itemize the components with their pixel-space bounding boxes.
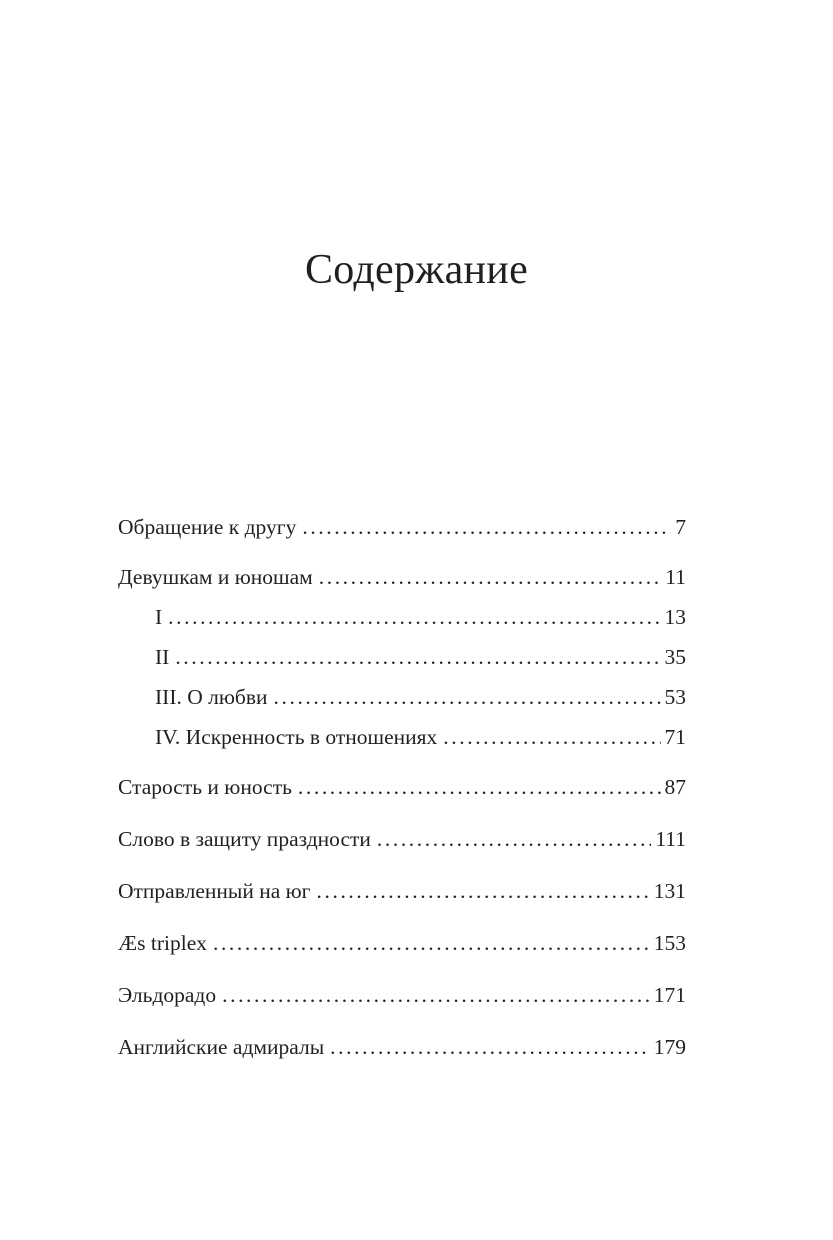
toc-entry[interactable] [118, 980, 686, 1010]
toc-entry[interactable] [118, 562, 686, 592]
toc-entry-page: 131 [653, 879, 686, 903]
toc-entry-label: Девушкам и юношам [118, 565, 313, 589]
toc-entry-page: 7 [675, 515, 686, 539]
toc-entry-page: 11 [665, 565, 686, 589]
toc-entry-page: 35 [664, 645, 686, 669]
toc-leader-dots [175, 642, 660, 672]
toc-entry-label: Отправленный на юг [118, 879, 311, 903]
toc-entry-label: Эльдорадо [118, 983, 217, 1007]
toc-entry[interactable] [118, 824, 686, 854]
toc-leader-dots [302, 512, 671, 542]
toc-entry-label: IV. Искренность в отношениях [155, 725, 438, 749]
toc-leader-dots [443, 722, 660, 752]
toc-entry-label: Слово в защиту праздности [118, 827, 371, 851]
toc-entry-label: Æs triplex [118, 931, 207, 955]
toc-entry-label: II [155, 645, 170, 669]
toc-entry-page: 87 [664, 775, 686, 799]
page-title: Содержание [304, 247, 529, 293]
toc-entry-page: 71 [664, 725, 686, 749]
toc-leader-dots [222, 980, 650, 1010]
toc-leader-dots [213, 928, 650, 958]
toc-entry-label: Английские адмиралы [118, 1035, 325, 1059]
toc-leader-dots [319, 562, 662, 592]
toc-entry-page: 13 [664, 605, 686, 629]
toc-subentry[interactable] [155, 602, 686, 632]
toc-entry[interactable] [118, 876, 686, 906]
toc-leader-dots [317, 876, 650, 906]
toc-entry[interactable] [118, 928, 686, 958]
toc-entry-page: 179 [653, 1035, 686, 1059]
toc-leader-dots [298, 772, 661, 802]
toc-subentry[interactable] [155, 722, 686, 752]
toc-leader-dots [330, 1032, 650, 1062]
toc-subentry[interactable] [155, 682, 686, 712]
toc-entry-label: III. О любви [155, 685, 268, 709]
toc-entry[interactable] [118, 512, 686, 542]
toc-entry[interactable] [118, 1032, 686, 1062]
toc-leader-dots [168, 602, 660, 632]
toc-entry-label: Старость и юность [118, 775, 292, 799]
toc-entry-page: 153 [653, 931, 686, 955]
toc-entry-page: 171 [653, 983, 686, 1007]
toc-leader-dots [274, 682, 661, 712]
toc-leader-dots [377, 824, 651, 854]
toc-entry-label: I [155, 605, 163, 629]
toc-entry[interactable] [118, 772, 686, 802]
toc-entry-page: 53 [664, 685, 686, 709]
toc-entry-page: 111 [655, 827, 686, 851]
toc-subentry[interactable] [155, 642, 686, 672]
toc-entry-label: Обращение к другу [118, 515, 297, 539]
